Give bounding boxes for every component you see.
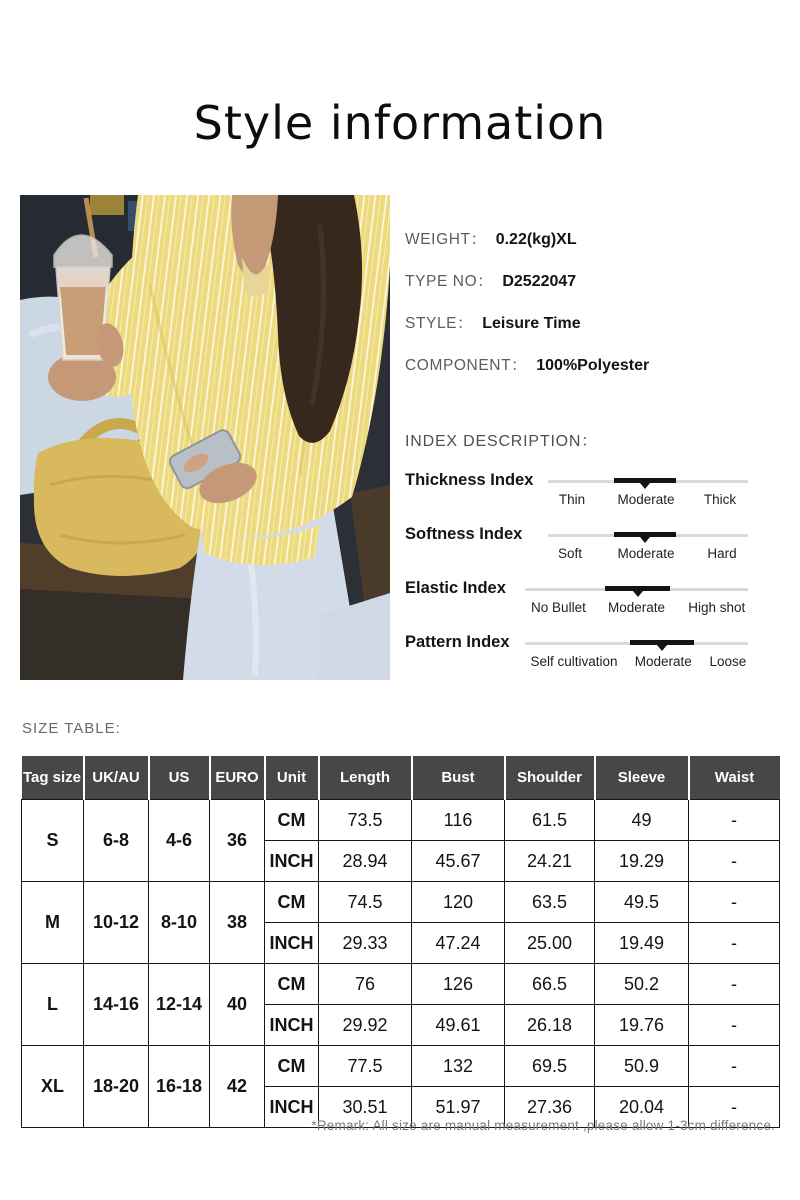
table-cell: 20.04: [595, 1087, 689, 1128]
thickness-index-slider: [405, 467, 785, 521]
column-header: Length: [319, 756, 412, 800]
table-cell: 24.21: [505, 841, 595, 882]
detail-label: WEIGHT：: [405, 231, 487, 248]
table-cell: 63.5: [505, 882, 595, 923]
table-cell: -: [689, 800, 780, 841]
unit-cell: INCH: [265, 841, 319, 882]
unit-cell: CM: [265, 800, 319, 841]
track-marker-icon: [657, 645, 667, 651]
table-cell: 40: [210, 964, 265, 1046]
table-cell: 28.94: [319, 841, 412, 882]
table-cell: 19.49: [595, 923, 689, 964]
option-label: Self cultivation: [530, 654, 618, 669]
track-marker-icon: [633, 591, 643, 597]
table-cell: 4-6: [149, 800, 210, 882]
unit-cell: INCH: [265, 1005, 319, 1046]
unit-cell: CM: [265, 1046, 319, 1087]
table-cell: 19.29: [595, 841, 689, 882]
option-label: Moderate: [607, 600, 666, 615]
column-header: Bust: [412, 756, 505, 800]
table-row: [22, 882, 780, 923]
table-row: [22, 1046, 780, 1087]
softness-index-slider: [405, 521, 785, 575]
table-cell: 29.33: [319, 923, 412, 964]
table-cell: 12-14: [149, 964, 210, 1046]
table-cell: -: [689, 1087, 780, 1128]
column-header: Waist: [689, 756, 780, 800]
table-cell: 49.61: [412, 1005, 505, 1046]
table-cell: 73.5: [319, 800, 412, 841]
size-tag-cell: L: [22, 964, 84, 1046]
table-cell: 45.67: [412, 841, 505, 882]
table-cell: 19.76: [595, 1005, 689, 1046]
option-label: Thin: [558, 492, 586, 507]
track-marker-icon: [640, 483, 650, 489]
table-cell: 26.18: [505, 1005, 595, 1046]
photo-illustration: [20, 195, 390, 680]
table-cell: 69.5: [505, 1046, 595, 1087]
column-header: Unit: [265, 756, 319, 800]
option-label: Thick: [703, 492, 737, 507]
column-header: Sleeve: [595, 756, 689, 800]
table-cell: 30.51: [319, 1087, 412, 1128]
table-cell: 116: [412, 800, 505, 841]
index-description-heading: INDEX DESCRIPTION：: [405, 433, 599, 450]
detail-type-no: [405, 270, 785, 294]
table-cell: -: [689, 964, 780, 1005]
table-cell: 16-18: [149, 1046, 210, 1128]
table-cell: 36: [210, 800, 265, 882]
table-cell: 47.24: [412, 923, 505, 964]
detail-label: STYLE：: [405, 315, 474, 332]
table-cell: 18-20: [84, 1046, 149, 1128]
unit-cell: CM: [265, 882, 319, 923]
table-cell: 8-10: [149, 882, 210, 964]
column-header: Tag size: [22, 756, 84, 800]
table-cell: 77.5: [319, 1046, 412, 1087]
table-cell: 120: [412, 882, 505, 923]
index-track: [525, 639, 748, 681]
option-label: High shot: [688, 600, 746, 615]
table-cell: 38: [210, 882, 265, 964]
page-title: Style information: [193, 96, 607, 150]
table-cell: 74.5: [319, 882, 412, 923]
table-cell: 27.36: [505, 1087, 595, 1128]
table-cell: 14-16: [84, 964, 149, 1046]
table-cell: 6-8: [84, 800, 149, 882]
table-cell: 42: [210, 1046, 265, 1128]
option-label: Moderate: [617, 546, 675, 561]
table-cell: 10-12: [84, 882, 149, 964]
table-cell: 51.97: [412, 1087, 505, 1128]
remark-text: *Remark: All size are manual measurement ,please allow 1-3cm difference.: [311, 1118, 775, 1133]
table-cell: -: [689, 841, 780, 882]
table-cell: 29.92: [319, 1005, 412, 1046]
detail-label: TYPE NO：: [405, 273, 494, 290]
unit-cell: CM: [265, 964, 319, 1005]
option-label: Soft: [557, 546, 583, 561]
column-header: Shoulder: [505, 756, 595, 800]
option-label: Moderate: [634, 654, 692, 669]
table-cell: -: [689, 923, 780, 964]
table-cell: 126: [412, 964, 505, 1005]
size-tag-cell: M: [22, 882, 84, 964]
table-cell: 132: [412, 1046, 505, 1087]
index-name: Pattern Index: [405, 633, 510, 651]
size-tag-cell: XL: [22, 1046, 84, 1128]
track-marker-icon: [640, 537, 650, 543]
table-cell: -: [689, 882, 780, 923]
elastic-index-slider: [405, 575, 785, 629]
option-label: Hard: [707, 546, 737, 561]
header-row: [22, 756, 780, 800]
table-cell: 25.00: [505, 923, 595, 964]
table-cell: 49.5: [595, 882, 689, 923]
size-tag-cell: S: [22, 800, 84, 882]
column-header: US: [149, 756, 210, 800]
table-cell: 61.5: [505, 800, 595, 841]
detail-value: D2522047: [502, 273, 577, 290]
index-description-section: [405, 428, 785, 683]
size-table-heading: SIZE TABLE:: [22, 720, 121, 737]
detail-weight: [405, 228, 785, 252]
index-name: Thickness Index: [405, 471, 534, 489]
detail-value: 0.22(kg)XL: [495, 231, 577, 248]
table-row: [22, 800, 780, 841]
index-name: Elastic Index: [405, 579, 506, 597]
table-cell: 50.9: [595, 1046, 689, 1087]
option-label: Loose: [709, 654, 747, 669]
table-row: [22, 964, 780, 1005]
column-header: UK/AU: [84, 756, 149, 800]
table-cell: 49: [595, 800, 689, 841]
unit-cell: INCH: [265, 1087, 319, 1128]
option-label: Moderate: [617, 492, 675, 507]
detail-component: [405, 354, 785, 378]
table-cell: -: [689, 1046, 780, 1087]
table-cell: 66.5: [505, 964, 595, 1005]
index-track: [548, 477, 748, 519]
detail-value: Leisure Time: [482, 315, 581, 332]
table-cell: -: [689, 1005, 780, 1046]
table-cell: 50.2: [595, 964, 689, 1005]
index-track: [525, 585, 748, 627]
pattern-index-slider: [405, 629, 785, 683]
option-label: No Bullet: [531, 600, 586, 615]
index-track: [548, 531, 748, 573]
detail-value: 100%Polyester: [536, 357, 650, 374]
product-details: [405, 228, 785, 396]
table-cell: 76: [319, 964, 412, 1005]
product-photo: [20, 195, 390, 680]
unit-cell: INCH: [265, 923, 319, 964]
index-name: Softness Index: [405, 525, 523, 543]
detail-style: [405, 312, 785, 336]
column-header: EURO: [210, 756, 265, 800]
detail-label: COMPONENT：: [405, 357, 528, 374]
size-table: [21, 756, 780, 1128]
